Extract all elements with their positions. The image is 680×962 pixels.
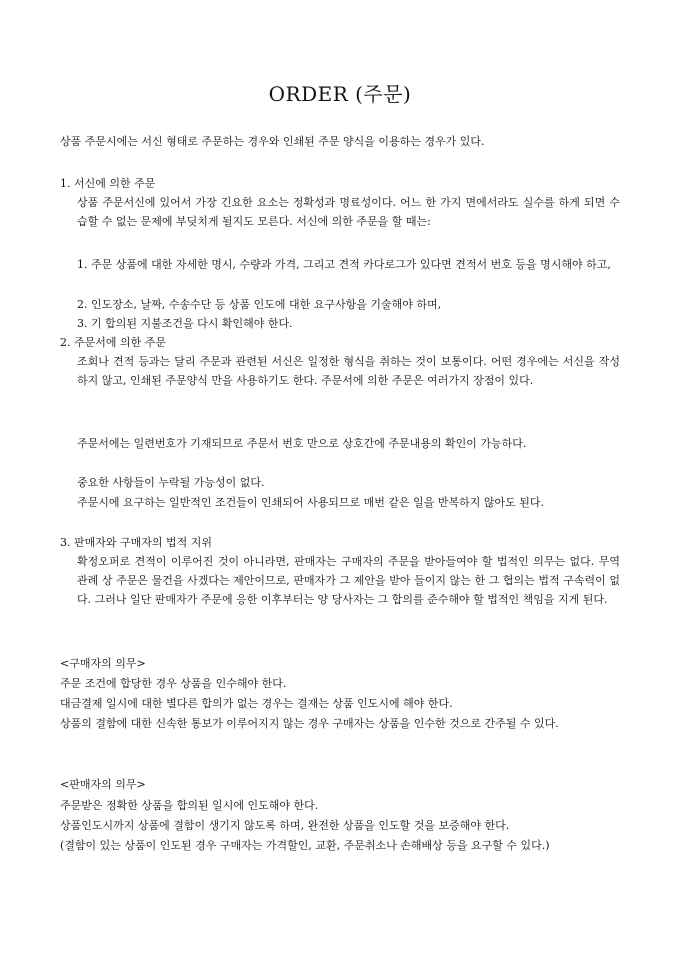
section-3-body: 확정오퍼로 견적이 이루어진 것이 아니라면, 판매자는 구매자의 주문을 받아들여야 할 법적인 의무는 없다. 무역 관례 상 주문은 물건을 사겠다는 제안이므로, 판매자가 그 제안을 받아 들이지 않는 한 그 협의는 법적 구속력이 없다. 그러나 일단 판매자가 주문에 응한 이후부터는 양 당사자는 그 합의를 준수해야 할 법적인 책임을 지게 된다. [77,555,620,606]
seller-obligation-3: (결함이 있는 상품이 인도된 경우 구매자는 가격할인, 교환, 주문취소나 손해배상 등을 요구할 수 있다.) [60,839,550,852]
section-2-point-1: 주문서에는 일련번호가 기재되므로 주문서 번호 만으로 상호간에 주문내용의 확인이 가능하다. [77,437,527,450]
buyer-obligation-1: 주문 조건에 합당한 경우 상품을 인수해야 한다. [60,677,287,690]
section-2-heading: 2. 주문서에 의한 주문 [60,336,166,349]
buyer-obligation-2: 대금결제 일시에 대한 별다른 합의가 없는 경우는 결재는 상품 인도시에 해야 한다. [60,697,453,710]
section-2-point-2: 중요한 사항들이 누락될 가능성이 없다. [77,476,265,489]
seller-obligations-heading: <판매자의 의무> [60,778,146,791]
section-1-item-3: 3. 기 합의된 지불조건을 다시 확인해야 한다. [77,317,293,330]
seller-obligation-2: 상품인도시까지 상품에 결함이 생기지 않도록 하며, 완전한 상품을 인도할 것을 보증해야 한다. [60,819,510,832]
seller-obligation-1: 주문받은 정확한 상품을 합의된 일시에 인도해야 한다. [60,799,319,812]
section-1-heading: 1. 서신에 의한 주문 [60,177,156,190]
section-2-body: 조회나 견적 등과는 달리 주문과 관련된 서신은 일정한 형식을 취하는 것이 보통이다. 어떤 경우에는 서신을 작성하지 않고, 인쇄된 주문양식 만을 사용하기도 한다. 주문서에 의한 주문은 여러가지 장점이 있다. [77,355,620,387]
section-2-point-3: 주문시에 요구하는 일반적인 조건들이 인쇄되어 사용되므로 매번 같은 일을 반복하지 않아도 된다. [77,496,544,509]
section-1-item-2: 2. 인도장소, 날짜, 수송수단 등 상품 인도에 대한 요구사항을 기술해야 하며, [77,298,442,311]
buyer-obligation-3: 상품의 결함에 대한 신속한 통보가 이루어지지 않는 경우 구매자는 상품을 인수한 것으로 간주될 수 있다. [60,717,559,730]
section-3-heading: 3. 판매자와 구매자의 법적 지위 [60,536,212,549]
section-1-item-1: 1. 주문 상품에 대한 자세한 명시, 수량과 가격, 그리고 견적 카다로그가 있다면 견적서 번호 등을 명시해야 하고, [77,258,611,271]
section-1-body: 상품 주문서신에 있어서 가장 긴요한 요소는 정확성과 명료성이다. 어느 한 가지 면에서라도 실수를 하게 되면 수습할 수 없는 문제에 부딪치게 될지도 모른다. 서신에 의한 주문을 할 때는: [77,196,620,228]
buyer-obligations-heading: <구매자의 의무> [60,657,146,670]
page-title: ORDER (주문) [268,82,412,106]
intro-paragraph: 상품 주문시에는 서신 형태로 주문하는 경우와 인쇄된 주문 양식을 이용하는 경우가 있다. [60,135,485,148]
